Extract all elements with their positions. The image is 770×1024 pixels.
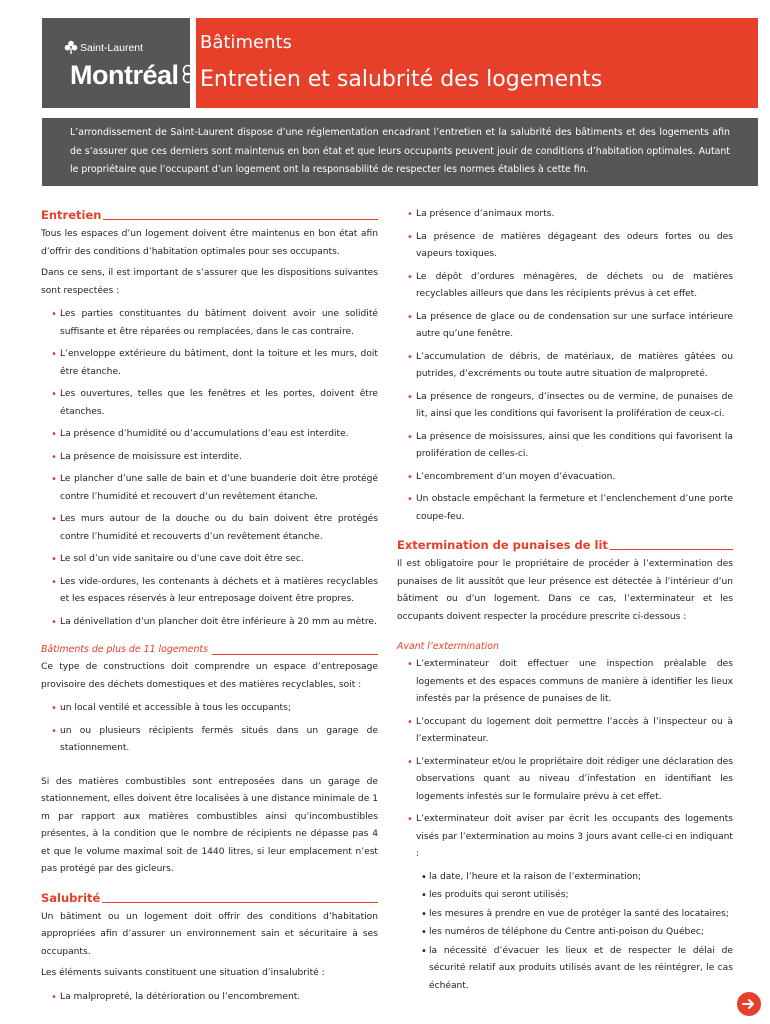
- paragraph: Les éléments suivants constituent une situation d’insalubrité :: [41, 968, 325, 978]
- paragraph: Un bâtiment ou un logement doit offrir des conditions d’habitation appropriées afin d’assurer un environnement sain et sécuritaire à ses occupants.: [41, 911, 378, 957]
- list-item: • Le sol d’un vide sanitaire ou d’une cave doit être sec.: [41, 551, 378, 569]
- subsection-title-batiments: Bâtiments de plus de 11 logements: [41, 641, 378, 659]
- paragraph: Si des matières combustibles sont entreposées dans un garage de stationnement, elles doivent être localisées à une distance minimale de 1 m par rapport aux matières combustibles ainsi qu’incombustibles présentes, à la condition que le nombre de récipients ne dépasse pas 4 et que le volume maximal soit de 1440 litres, si leur emplacement n’est pas protégé par des gicleurs.: [41, 776, 378, 874]
- section-title-salubrite: Salubrité: [41, 889, 378, 907]
- paragraph: Dans ce sens, il est important de s’assurer que les dispositions suivantes sont respectées :: [41, 268, 378, 296]
- title-banner: [196, 18, 758, 108]
- banner-supertitle: Bâtiments: [200, 32, 292, 53]
- list-item: • Les parties constituantes du bâtiment doivent avoir une solidité suffisante et être réparées ou remplacées, dans le cas contraire.: [41, 306, 378, 341]
- list-item: • La malpropreté, la détérioration ou l’encombrement.: [41, 989, 378, 1007]
- list-item: • La présence de rongeurs, d’insectes ou de vermine, de punaises de lit, ainsi que les conditions qui favorisent la prolifération de ceux-ci.: [397, 389, 733, 424]
- list-item: • Le dépôt d’ordures ménagères, de déchets ou de matières recyclables ailleurs que dans les récipients prévus à cet effet.: [397, 269, 733, 304]
- intro-panel: L’arrondissement de Saint-Laurent dispose d’une réglementation encadrant l’entretien et la salubrité des bâtiments et des logements afin de s’assurer que ces derniers sont maintenus en bon état et que leurs occupants peuvent jouir de conditions d’habitation optimales. Autant le propriétaire que l’occupant d’un logement ont la responsabilité de respecter les normes établies à cette fin.: [42, 118, 758, 186]
- list-item: • La présence d’animaux morts.: [397, 206, 733, 224]
- logo-subtitle: Saint-Laurent: [80, 42, 144, 54]
- list-item: • Les ouvertures, telles que les fenêtres et les portes, doivent être étanches.: [41, 386, 378, 421]
- extermination-list: [397, 656, 733, 864]
- list-item: • la nécessité d’évacuer les lieux et de respecter le délai de sécurité relatif aux produits utilisés avant de les réintégrer, le cas échéant.: [409, 943, 733, 996]
- list-item: • L’occupant du logement doit permettre l’accès à l’inspecteur ou à l’exterminateur.: [397, 714, 733, 749]
- list-item: • la date, l’heure et la raison de l’extermination;: [409, 869, 733, 887]
- paragraph: Tous les espaces d’un logement doivent être maintenus en bon état afin d’offrir des conditions d’habitation optimales pour ses occupants.: [41, 229, 378, 257]
- list-item: • La présence de matières dégageant des odeurs fortes ou des vapeurs toxiques.: [397, 229, 733, 264]
- salubrite-list: [41, 989, 378, 1007]
- list-item: • Les murs autour de la douche ou du bain doivent être protégés contre l’humidité et recouverts d’un revêtement étanche.: [41, 511, 378, 546]
- left-column: [41, 206, 378, 1011]
- list-item: • Le plancher d’une salle de bain et d’une buanderie doit être protégé contre l’humidité et recouvert d’un revêtement étanche.: [41, 471, 378, 506]
- subsection-title-avant: Avant l’extermination: [397, 641, 499, 652]
- batiments-list: [41, 700, 378, 758]
- list-item: • les mesures à prendre en vue de protéger la santé des locataires;: [409, 906, 733, 924]
- entretien-list: [41, 306, 378, 631]
- section-title-entretien: Entretien: [41, 206, 378, 224]
- fleur-icon: [64, 40, 78, 54]
- list-item: • L’enveloppe extérieure du bâtiment, dont la toiture et les murs, doit être étanche.: [41, 346, 378, 381]
- section-title-extermination: Extermination de punaises de lit: [397, 536, 733, 554]
- paragraph: Ce type de constructions doit comprendre un espace d’entreposage provisoire des déchets domestiques et des matières recyclables, soit :: [41, 662, 378, 690]
- list-item: • L’encombrement d’un moyen d’évacuation.: [397, 469, 733, 487]
- arrow-right-icon: [742, 997, 756, 1011]
- extermination-notice-list: [409, 869, 733, 996]
- list-item: • les produits qui seront utilisés;: [409, 887, 733, 905]
- page-title: Entretien et salubrité des logements: [200, 67, 603, 92]
- salubrite-list-continued: [397, 206, 733, 526]
- list-item: • L’exterminateur doit effectuer une inspection préalable des logements et des espaces communs de manière à identifier les lieux infestés par la présence de punaises de lit.: [397, 656, 733, 709]
- paragraph: Il est obligatoire pour le propriétaire de procéder à l’extermination des punaises de lit aussitôt que leur présence est détectée à l’intérieur d’un bâtiment ou d’un logement. Dans ce cas, l’exterminateur et les occupants doivent respecter la procédure prescrite ci-dessous :: [397, 559, 733, 622]
- list-item: • La présence d’humidité ou d’accumulations d’eau est interdite.: [41, 426, 378, 444]
- list-item: • Les vide-ordures, les contenants à déchets et à matières recyclables et les espaces réservés à leur entreposage doivent être propres.: [41, 574, 378, 609]
- list-item: • un ou plusieurs récipients fermés situés dans un garage de stationnement.: [41, 723, 378, 758]
- list-item: • un local ventilé et accessible à tous les occupants;: [41, 700, 378, 718]
- right-column: [397, 206, 733, 996]
- list-item: • les numéros de téléphone du Centre anti-poison du Québec;: [409, 924, 733, 942]
- list-item: • La présence de moisissure est interdite.: [41, 449, 378, 467]
- list-item: • La présence de glace ou de condensation sur une surface intérieure autre qu’une fenêtre.: [397, 309, 733, 344]
- logo-city: Montréal: [70, 60, 179, 90]
- list-item: • Un obstacle empêchant la fermeture et l’enclenchement d’une porte coupe-feu.: [397, 491, 733, 526]
- list-item: • L’exterminateur doit aviser par écrit les occupants des logements visés par l’extermination au moins 3 jours avant celle-ci en indiquant :: [397, 811, 733, 864]
- list-item: • La présence de moisissures, ainsi que les conditions qui favorisent la prolifération de celles-ci.: [397, 429, 733, 464]
- list-item: • L’exterminateur et/ou le propriétaire doit rédiger une déclaration des observations quant au niveau d’infestation en identifiant les logements infestés sur le formulaire prévu à cet effet.: [397, 754, 733, 807]
- next-page-button[interactable]: [737, 992, 761, 1016]
- city-logo: [42, 18, 190, 108]
- list-item: • L’accumulation de débris, de matériaux, de matières gâtées ou putrides, d’excréments ou toute autre situation de malpropreté.: [397, 349, 733, 384]
- list-item: • La dénivellation d’un plancher doit être inférieure à 20 mm au mètre.: [41, 614, 378, 632]
